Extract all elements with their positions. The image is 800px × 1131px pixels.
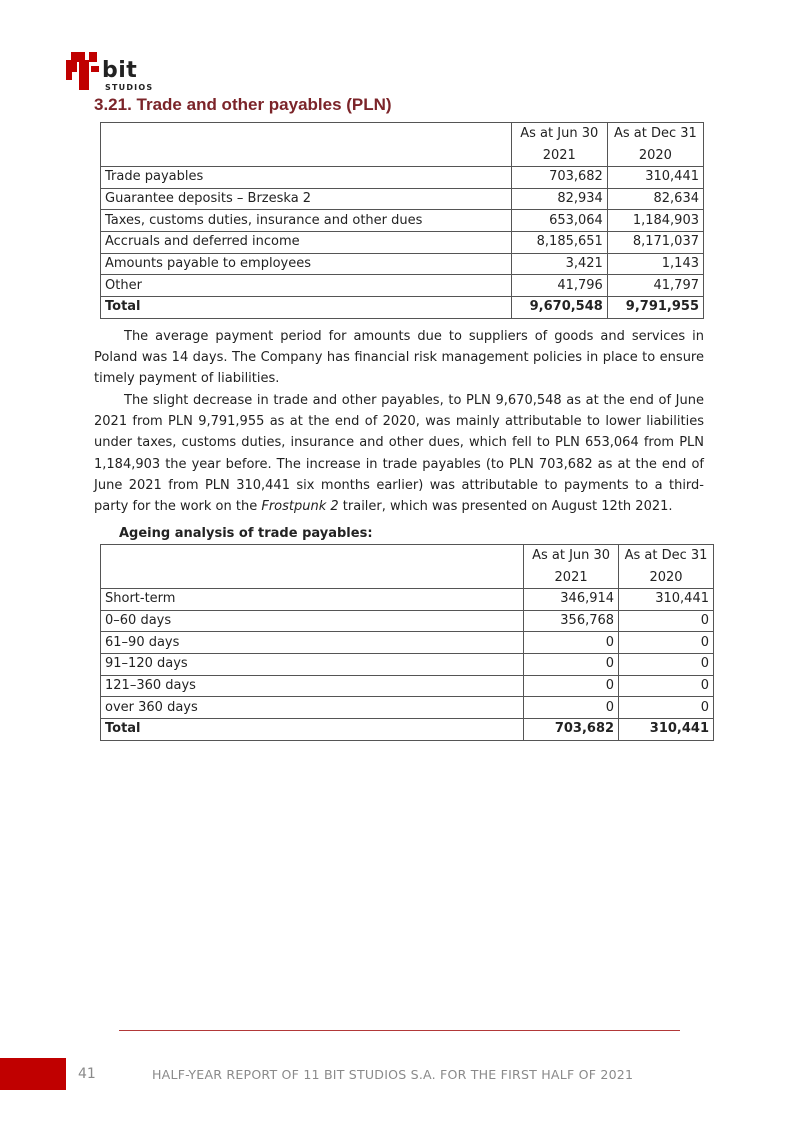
table-row (101, 275, 704, 297)
row-label: Other (101, 275, 512, 297)
total-value-dec: 9,791,955 (607, 297, 703, 319)
table-row (101, 589, 714, 611)
table-row (101, 632, 714, 654)
row-value-jun: 703,682 (511, 167, 607, 189)
table-header-label (101, 545, 524, 589)
table-header-label (101, 123, 512, 167)
table-header-jun: As at Jun 30 2021 (524, 545, 619, 589)
table-row (101, 654, 714, 676)
row-value-dec: 8,171,037 (607, 232, 703, 254)
row-value-dec: 0 (619, 675, 714, 697)
table-header-row (101, 123, 704, 167)
section-title: 3.21. Trade and other payables (PLN) (94, 95, 392, 114)
total-value-jun: 703,682 (524, 719, 619, 741)
row-label: Taxes, customs duties, insurance and other dues (101, 210, 512, 232)
footer-text: HALF-YEAR REPORT OF 11 BIT STUDIOS S.A. FOR THE FIRST HALF OF 2021 (152, 1067, 634, 1082)
row-label: Accruals and deferred income (101, 232, 512, 254)
table-row (101, 210, 704, 232)
table-row (101, 610, 714, 632)
row-label: Short-term (101, 589, 524, 611)
row-value-jun: 346,914 (524, 589, 619, 611)
row-label: Guarantee deposits – Brzeska 2 (101, 188, 512, 210)
table-row (101, 167, 704, 189)
game-title: Frostpunk 2 (261, 499, 339, 515)
table-row (101, 675, 714, 697)
footer-divider (119, 1030, 680, 1031)
footer-accent-bar (0, 1058, 66, 1090)
row-label: Amounts payable to employees (101, 253, 512, 275)
table-header-dec: As at Dec 31 2020 (607, 123, 703, 167)
row-label: over 360 days (101, 697, 524, 719)
table-total-row (101, 297, 704, 319)
row-value-dec: 310,441 (619, 589, 714, 611)
table-row (101, 232, 704, 254)
table-row (101, 188, 704, 210)
ageing-heading: Ageing analysis of trade payables: (119, 526, 373, 541)
row-label: Trade payables (101, 167, 512, 189)
total-label: Total (101, 719, 524, 741)
row-value-dec: 0 (619, 610, 714, 632)
row-value-jun: 0 (524, 697, 619, 719)
table-header-row (101, 545, 714, 589)
ageing-table (100, 544, 714, 741)
row-value-dec: 0 (619, 697, 714, 719)
table-header-dec: As at Dec 31 2020 (619, 545, 714, 589)
row-value-dec: 1,184,903 (607, 210, 703, 232)
row-value-dec: 82,634 (607, 188, 703, 210)
row-value-jun: 653,064 (511, 210, 607, 232)
row-value-dec: 1,143 (607, 253, 703, 275)
table-total-row (101, 719, 714, 741)
table-row (101, 253, 704, 275)
payables-table (100, 122, 704, 319)
row-value-jun: 0 (524, 675, 619, 697)
row-label: 91–120 days (101, 654, 524, 676)
logo-wordmark: bit (102, 58, 138, 83)
row-value-jun: 3,421 (511, 253, 607, 275)
logo-subtext: STUDIOS (105, 83, 154, 92)
row-value-dec: 0 (619, 654, 714, 676)
row-value-dec: 310,441 (607, 167, 703, 189)
row-label: 121–360 days (101, 675, 524, 697)
page-number: 41 (78, 1066, 96, 1082)
row-value-jun: 0 (524, 632, 619, 654)
row-label: 61–90 days (101, 632, 524, 654)
row-value-dec: 0 (619, 632, 714, 654)
row-value-jun: 356,768 (524, 610, 619, 632)
total-value-jun: 9,670,548 (511, 297, 607, 319)
row-value-jun: 82,934 (511, 188, 607, 210)
paragraph-payables-decrease: The slight decrease in trade and other payables, to PLN 9,670,548 as at the end of June 2021 from PLN 9,791,955 as at the end of 2020, was mainly attributable to lower liabilities under taxes, customs duties, insurance and other dues, which fell to PLN 653,064 from PLN 1,184,903 the year before. The increase in trade payables (to PLN 703,682 as at the end of June 2021 from PLN 310,441 six months earlier) was attributable to payments to a third-party for the work on the Frostpunk 2 trailer, which was presented on August 12th 2021. (94, 393, 704, 515)
total-value-dec: 310,441 (619, 719, 714, 741)
row-value-jun: 0 (524, 654, 619, 676)
row-value-jun: 41,796 (511, 275, 607, 297)
row-value-jun: 8,185,651 (511, 232, 607, 254)
paragraph-payment-period: The average payment period for amounts due to suppliers of goods and services in Poland was 14 days. The Company has financial risk management policies in place to ensure timely payment of liabilities. (94, 329, 704, 387)
table-row (101, 697, 714, 719)
row-label: 0–60 days (101, 610, 524, 632)
table-header-jun: As at Jun 30 2021 (511, 123, 607, 167)
total-label: Total (101, 297, 512, 319)
row-value-dec: 41,797 (607, 275, 703, 297)
